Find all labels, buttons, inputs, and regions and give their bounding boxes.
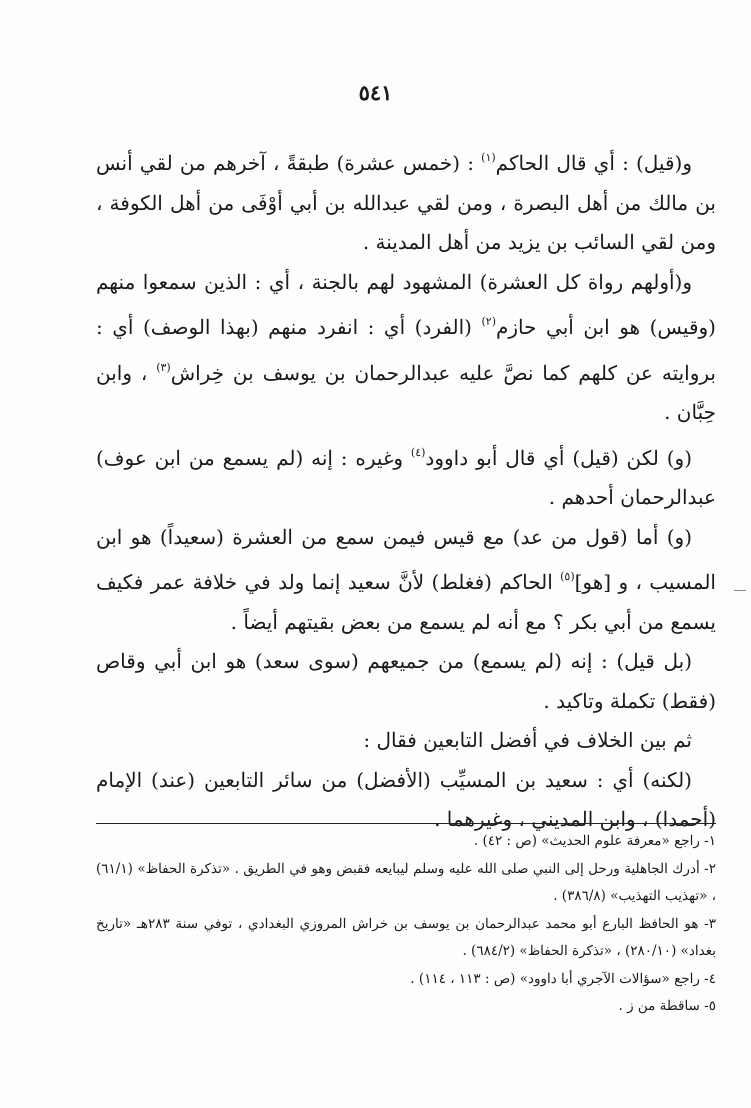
paragraph-7: (لكنه) أي : سعيد بن المسيِّب (الأفضل) من سائر التابعين (عند) الإمام (أحمدا) ، وابن المديني ، وغيرهما .: [96, 767, 716, 831]
footnote-4: ٤- راجع «سؤالات الآجري أبا داوود» (ص : ١١٣ ، ١١٤) .: [410, 970, 716, 987]
paragraph-2: و(أولهم رواة كل العشرة) المشهود لهم بالجنة ، أي : الذين سمعوا منهم (وقيس) هو ابن أبي حازم$^{(٢)}$ (الفرد) أي : انفرد منهم (بهذا الوصف) أي : بروايته عن كلهم كما نصَّ عليه عبدالرحمان بن يوسف بن خِراش$^{(٣)}$ ، وابن حِبَّان .: [96, 269, 716, 424]
paragraph-5: (بل قيل) : إنه (لم يسمع) من جميعهم (سوى سعد) هو ابن أبي وقاص (فقط) تكملة وتاكيد .: [96, 649, 716, 713]
footnotes: [96, 828, 716, 1021]
footnote-1: ١- راجع «معرفة علوم الحديث» (ص : ٤٢) .: [473, 833, 716, 849]
paragraph-3: (و) لكن (قيل) أي قال أبو داوود$^{(٤)}$ وغيره : إنه (لم يسمع من ابن عوف) عبدالرحمان أحدهم .: [96, 445, 716, 509]
paragraph-4: (و) أما (قول من عد) مع قيس فيمن سمع من العشرة (سعيداً) هو ابن المسيب ، و [هو]$^{(٥)}$ الحاكم (فغلط) لأنَّ سعيد إنما ولد في خلافة عمر فكيف يسمع من أبي بكر ؟ مع أنه لم يسمع من بعض بقيتهم أيضاً .: [96, 524, 716, 634]
main-text: [96, 138, 716, 840]
footnote-3: ٣- هو الحافظ البارع أبو محمد عبدالرحمان بن يوسف بن خراش المروزي البغدادي ، توفي سنة ٢٨٣هـ «تاريخ بغداد» (٢٨٠/١٠) ، «تذكرة الحفاظ» (٦٨٤/٢) .: [96, 915, 716, 959]
footnote-5: ٥- ساقطة من ز .: [618, 998, 716, 1014]
paragraph-1: و(قيل) : أي قال الحاكم$^{(١)}$ : (خمس عشرة) طبقةً ، آخرهم من لقي أنس بن مالك من أهل البصرة ، ومن لقي عبدالله بن أبي أوْفَى من أهل الكوفة ، ومن لقي السائب بن يزيد من أهل المدينة .: [96, 151, 716, 254]
page-number: ٥٤١: [358, 80, 393, 105]
footnote-ref-2: (٢): [481, 315, 497, 328]
footnote-ref-4: (٤): [410, 445, 426, 459]
footnote-ref-5: (٥): [560, 570, 575, 583]
footnote-ref-1: (١): [481, 151, 496, 164]
footnote-2: ٢- أدرك الجاهلية ورحل إلى النبي صلى الله عليه وسلم ليبايعه فقبض وهو في الطريق . «تذكرة الحفاظ» (٦١/١) ، «تهذيب التهذيب» (٣٨٦/٨) .: [96, 860, 716, 904]
paragraph-6: ثم بين الخلاف في أفضل التابعين فقال :: [363, 728, 692, 752]
margin-mark: [734, 590, 746, 591]
footnote-ref-3: (٣): [156, 360, 171, 374]
footnote-divider: [96, 823, 716, 824]
